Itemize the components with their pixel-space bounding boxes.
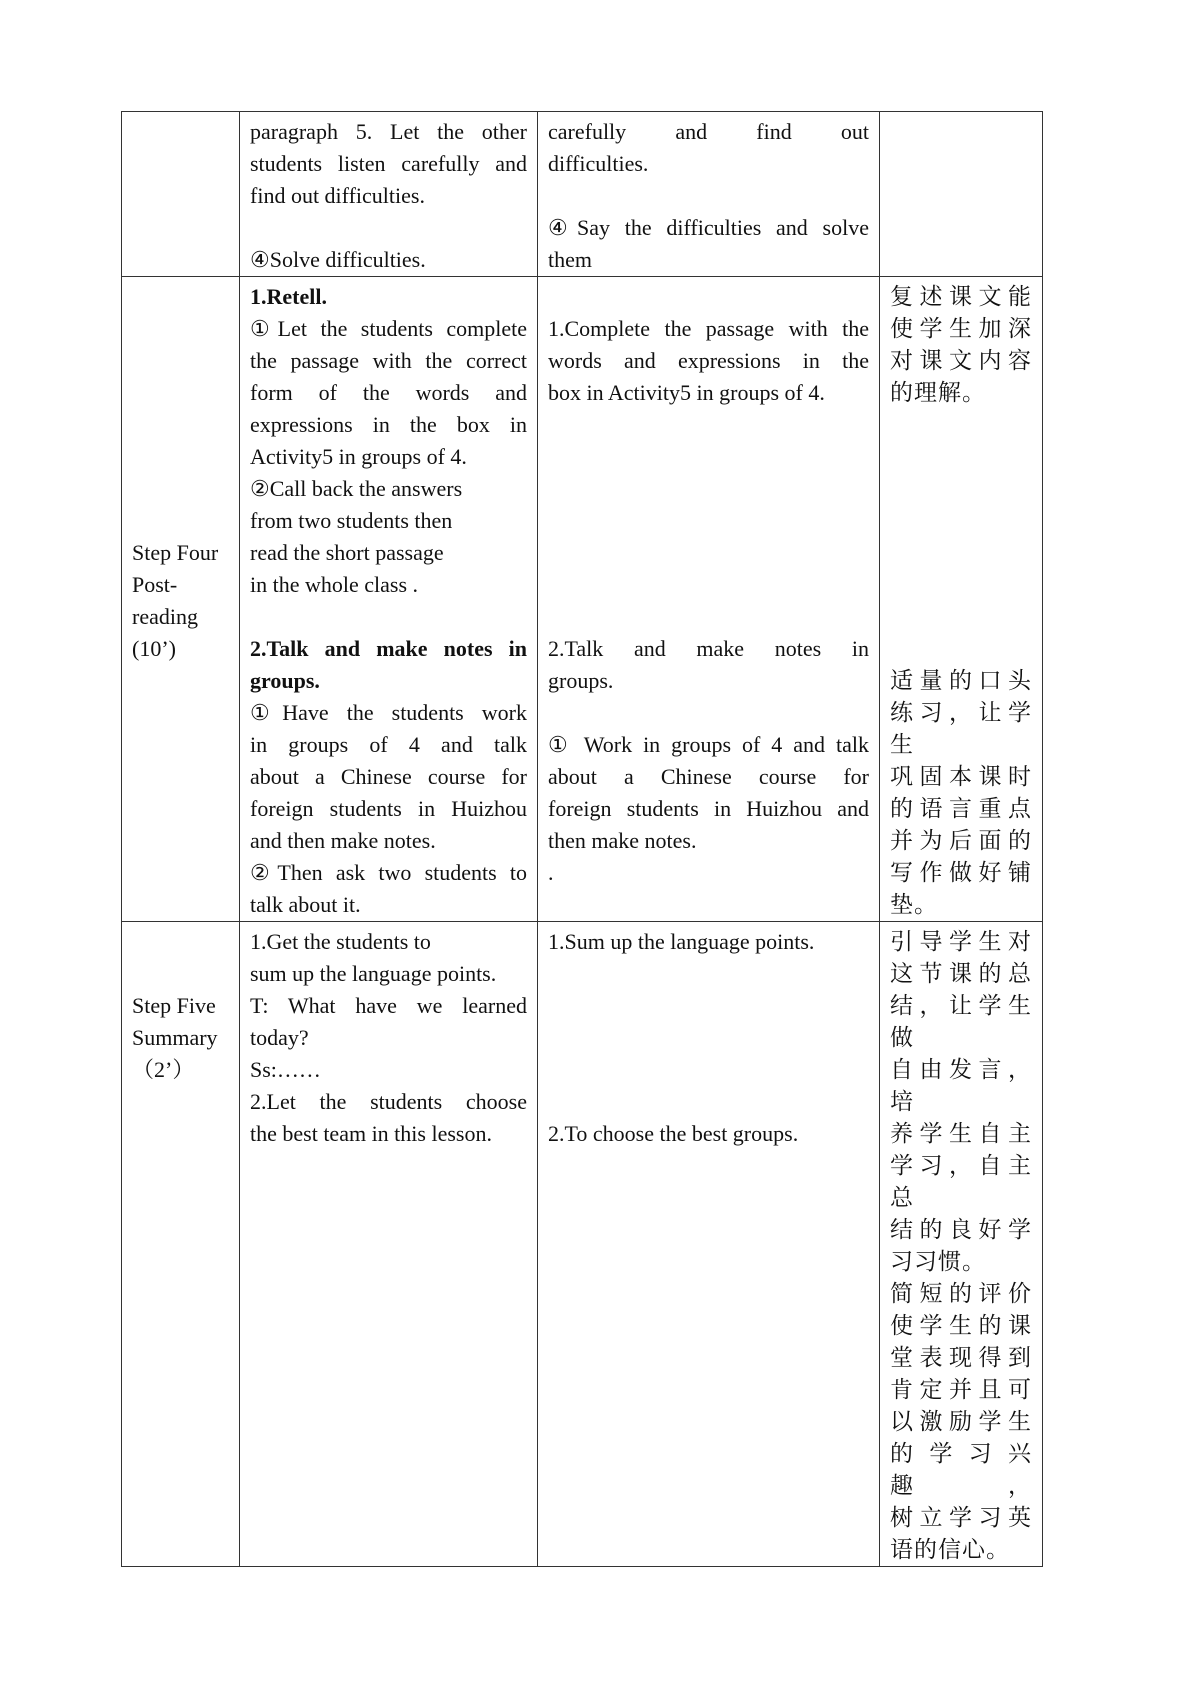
activity-text-line: carefully and find out — [548, 119, 869, 144]
purpose-text-line: 简短的评价 — [890, 1281, 1032, 1306]
blank-line — [250, 212, 527, 244]
purpose-cell — [880, 277, 1043, 922]
blank-line — [548, 537, 869, 569]
blank-line — [548, 1086, 869, 1118]
activity-text-line: and then make notes. — [250, 828, 436, 853]
blank-line — [548, 1054, 869, 1086]
blank-line — [548, 1022, 869, 1054]
activity-text-line: the best team in this lesson. — [250, 1121, 492, 1146]
activity-text-line: read the short passage — [250, 540, 444, 565]
step-label-line: Summary — [132, 1025, 218, 1050]
step-cell — [122, 112, 240, 277]
purpose-text-line: 使学生的课 — [890, 1313, 1032, 1338]
activity-text-line: Ss:…… — [250, 1057, 321, 1082]
step-label-line: (10’) — [132, 636, 176, 661]
purpose-text-line: 这节课的总 — [890, 961, 1032, 986]
blank-line — [890, 409, 1032, 441]
step-cell — [122, 277, 240, 922]
activity-text-line: words and expressions in the — [548, 348, 869, 373]
blank-line — [250, 601, 527, 633]
purpose-text-line: 结，让学生做 — [890, 993, 1032, 1050]
purpose-text-line: 自由发言，培 — [890, 1057, 1032, 1114]
activity-text-line: today? — [250, 1025, 309, 1050]
activity-text-line: foreign students in Huizhou and — [548, 796, 869, 821]
activity-text-line: them — [548, 247, 592, 272]
purpose-text-line: 对课文内容 — [890, 348, 1032, 373]
purpose-text-line: 肯定并且可 — [890, 1377, 1032, 1402]
purpose-text-line: 语的信心。 — [890, 1537, 1010, 1562]
activity-text-line: find out difficulties. — [250, 183, 425, 208]
lesson-plan-table — [121, 111, 1043, 1567]
activity-text-line: foreign students in Huizhou — [250, 796, 527, 821]
purpose-text-line: 堂表现得到 — [890, 1345, 1032, 1370]
step-label-line: reading — [132, 604, 198, 629]
activity-text-line: . — [548, 860, 554, 885]
activity-text-line: ④Solve difficulties. — [250, 247, 426, 272]
blank-line — [890, 505, 1032, 537]
activity-text-line: box in Activity5 in groups of 4. — [548, 380, 825, 405]
table-row — [122, 922, 1043, 1567]
blank-line — [548, 180, 869, 212]
activity-text-line: difficulties. — [548, 151, 649, 176]
purpose-text-line: 习习惯。 — [890, 1249, 986, 1274]
activity-text-line: in the whole class . — [250, 572, 419, 597]
blank-line — [548, 281, 869, 313]
activity-text-line: 1.Get the students to — [250, 929, 431, 954]
purpose-text-line: 写作做好铺 — [890, 860, 1032, 885]
activity-text-line: ②Then ask two students to — [250, 860, 527, 885]
blank-line — [890, 601, 1032, 633]
purpose-text-line: 养学生自主 — [890, 1121, 1032, 1146]
activity-text-line: groups. — [250, 668, 320, 693]
blank-line — [890, 569, 1032, 601]
purpose-text-line: 的理解。 — [890, 380, 986, 405]
activity-text-line: 2.To choose the best groups. — [548, 1121, 799, 1146]
blank-line — [890, 473, 1032, 505]
blank-line — [890, 441, 1032, 473]
table-row — [122, 277, 1043, 922]
student-activity-cell — [538, 922, 880, 1567]
teacher-activity-cell — [240, 112, 538, 277]
step-label-line: Step Five — [132, 993, 216, 1018]
purpose-cell — [880, 922, 1043, 1567]
purpose-text-line: 学习，自主总 — [890, 1153, 1032, 1210]
activity-text-line: from two students then — [250, 508, 453, 533]
blank-line — [548, 958, 869, 990]
purpose-text-line: 树立学习英 — [890, 1505, 1032, 1530]
activity-text-line: 1.Retell. — [250, 284, 327, 309]
blank-line — [548, 697, 869, 729]
activity-text-line: talk about it. — [250, 892, 361, 917]
purpose-text-line: 并为后面的 — [890, 828, 1032, 853]
purpose-text-line: 使学生加深 — [890, 316, 1032, 341]
teacher-activity-cell — [240, 922, 538, 1567]
purpose-text-line: 以激励学生 — [890, 1409, 1032, 1434]
activity-text-line: sum up the language points. — [250, 961, 497, 986]
step-label-line: （2’） — [132, 1057, 195, 1082]
purpose-text-line: 引导学生对 — [890, 929, 1032, 954]
purpose-text-line: 的语言重点 — [890, 796, 1032, 821]
activity-text-line: about a Chinese course for — [250, 764, 527, 789]
blank-line — [548, 569, 869, 601]
purpose-text-line: 练习，让学生 — [890, 700, 1032, 757]
activity-text-line: in groups of 4 and talk — [250, 732, 527, 757]
activity-text-line: ②Call back the answers — [250, 476, 463, 501]
blank-line — [548, 409, 869, 441]
activity-text-line: expressions in the box in — [250, 412, 527, 437]
purpose-cell — [880, 112, 1043, 277]
step-label-line: Post- — [132, 572, 178, 597]
activity-text-line: ④Say the difficulties and solve — [548, 215, 869, 240]
purpose-text-line: 垫。 — [890, 892, 938, 917]
purpose-text-line: 适量的口头 — [890, 668, 1032, 693]
activity-text-line: the passage with the correct — [250, 348, 527, 373]
blank-line — [548, 990, 869, 1022]
step-cell — [122, 922, 240, 1567]
activity-text-line: ①Have the students work — [250, 700, 527, 725]
student-activity-cell — [538, 112, 880, 277]
activity-text-line: form of the words and — [250, 380, 527, 405]
activity-text-line: ① Work in groups of 4 and talk — [548, 732, 869, 757]
blank-line — [890, 537, 1032, 569]
purpose-text-line: 结的良好学 — [890, 1217, 1032, 1242]
activity-text-line: ①Let the students complete — [250, 316, 527, 341]
table-row — [122, 112, 1043, 277]
activity-text-line: paragraph 5. Let the other — [250, 119, 527, 144]
purpose-text-line: 复述课文能 — [890, 284, 1032, 309]
teacher-activity-cell — [240, 277, 538, 922]
blank-line — [548, 441, 869, 473]
activity-text-line: about a Chinese course for — [548, 764, 869, 789]
activity-text-line: 1.Complete the passage with the — [548, 316, 869, 341]
activity-text-line: 2.Talk and make notes in — [250, 636, 527, 661]
activity-text-line: T: What have we learned — [250, 993, 527, 1018]
student-activity-cell — [538, 277, 880, 922]
activity-text-line: groups. — [548, 668, 614, 693]
blank-line — [548, 601, 869, 633]
activity-text-line: 2.Talk and make notes in — [548, 636, 869, 661]
blank-line — [890, 633, 1032, 665]
blank-line — [548, 473, 869, 505]
activity-text-line: Activity5 in groups of 4. — [250, 444, 467, 469]
purpose-text-line: 的学习兴趣， — [890, 1441, 1032, 1498]
purpose-text-line: 巩固本课时 — [890, 764, 1032, 789]
activity-text-line: 2.Let the students choose — [250, 1089, 527, 1114]
activity-text-line: 1.Sum up the language points. — [548, 929, 815, 954]
step-label-line: Step Four — [132, 540, 219, 565]
blank-line — [548, 505, 869, 537]
activity-text-line: students listen carefully and — [250, 151, 527, 176]
activity-text-line: then make notes. — [548, 828, 697, 853]
